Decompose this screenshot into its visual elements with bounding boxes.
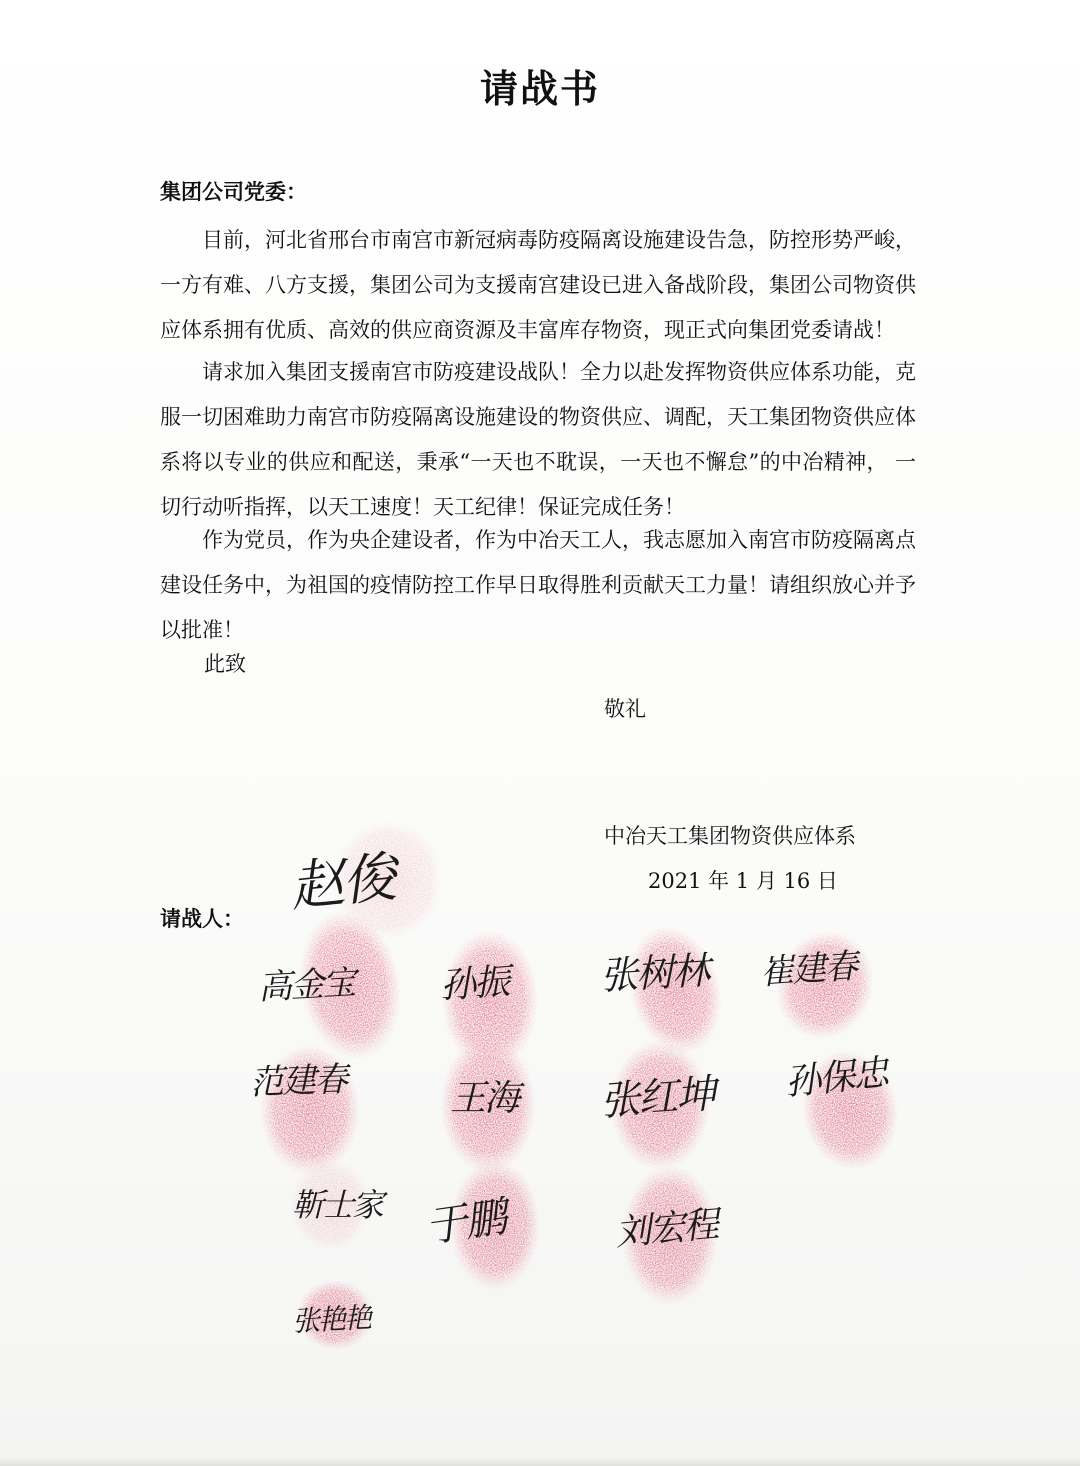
signature: 张树林 <box>599 948 710 998</box>
paragraph-1: 目前，河北省邢台市南宫市新冠病毒防疫隔离设施建设告急，防控形势严峻，一方有难、八方支援，集团公司为支援南宫建设已进入备战阶段，集团公司物资供应体系拥有优质、高效的供应商资源及丰富库存物资，现正式向集团党委请战！ <box>160 228 916 342</box>
salutation: 集团公司党委： <box>160 179 307 204</box>
signature: 高金宝 <box>257 962 356 1008</box>
signature: 靳士家 <box>292 1186 383 1224</box>
signature: 孙保忠 <box>783 1052 889 1104</box>
closing-jingli: 敬礼 <box>604 697 646 721</box>
document-title: 请战书 <box>479 66 600 111</box>
paper-edge <box>0 1456 1080 1466</box>
signature: 孙振 <box>438 961 510 1007</box>
paragraph-2: 请求加入集团支援南宫市防疫建设战队！全力以赴发挥物资供应体系功能，克服一切困难助力南宫市防疫隔离设施建设的物资供应、调配，天工集团物资供应体系将以专业的供应和配送，秉承“一天也不耽误，一天也不懈怠”的中冶精神， 一切行动听指挥，以天工速度！天工纪律！保证完成任务！ <box>160 360 916 519</box>
signature: 刘宏程 <box>613 1204 719 1254</box>
signers-label: 请战人： <box>160 906 244 931</box>
signature: 张红坤 <box>598 1071 716 1125</box>
signature: 范建春 <box>249 1059 347 1103</box>
document-date: 2021 年 1 月 16 日 <box>648 869 838 893</box>
signature: 于鹏 <box>421 1192 508 1252</box>
closing-cizhi: 此致 <box>204 652 246 676</box>
signature: 崔建春 <box>758 946 858 993</box>
paragraph-3: 作为党员，作为央企建设者，作为中冶天工人，我志愿加入南宫市防疫隔离点建设任务中，为祖国的疫情防控工作早日取得胜利贡献天工力量！请组织放心并予以批准！ <box>160 528 916 642</box>
signature: 赵俊 <box>287 845 398 919</box>
organization-name: 中冶天工集团物资供应体系 <box>604 824 856 848</box>
signature: 王海 <box>450 1078 519 1119</box>
signature: 张艳艳 <box>291 1300 371 1338</box>
